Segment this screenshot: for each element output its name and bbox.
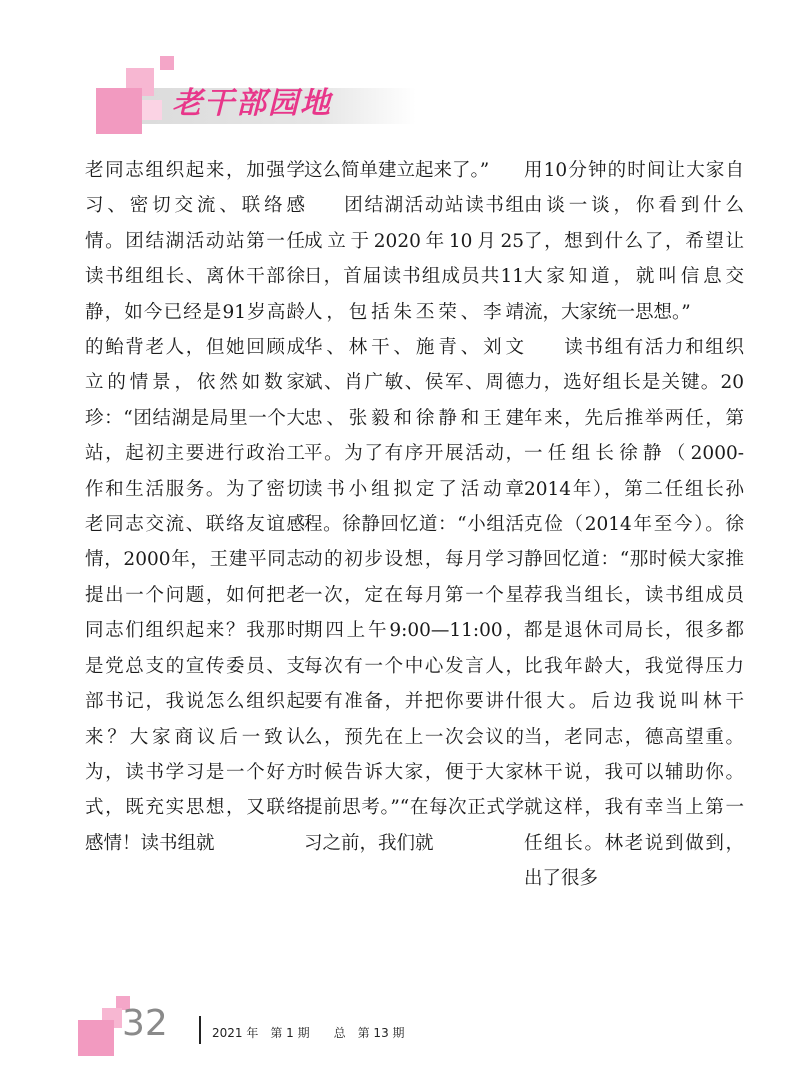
decor-square — [96, 88, 142, 134]
footer-divider — [199, 1016, 201, 1044]
decor-square — [160, 56, 174, 70]
article-column-3: 用10分钟的时间让大家自由谈一谈，你看到什么了，想到什么了，希望让大家知道，就叫信息交流，大家统一思想。” 读书组有活力和组织力，选好组长是关键。20年来，先后推举两任，第一任组长徐静（2000-2014年），第二任组长孙克俭（2014年至今）。徐静回忆道：“那时候大家推荐我当组长，读书组成员都是退休司局长，很多都比我年龄大，我觉得压力很大。后边我说叫林干当，老同志，德高望重。林干说，我可以辅助你。就这样，我有幸当上第一任组长。林老说到做到，出了很多 — [524, 160, 744, 890]
section-title: 老干部园地 — [172, 86, 332, 121]
issue-info: 2021 年 第 1 期 总 第 13 期 — [212, 1026, 405, 1040]
decor-square — [142, 100, 162, 120]
article-column-2: 这么简单建立起来了。” 团结湖活动站读书组成立于2020年10月25日，首届读书组成员共11人，包括朱丕荣、李靖华、林干、施青、刘文斌、肖广敏、侯军、周德忠、张毅和徐静和王建平。为了有序开展活动，读书小组拟定了活动章程。徐静回忆道：“小组活动的初步设想，每月学习一次，定在每月第一个星期四上午9:00—11:00，每次有一个中心发言人，要有准备，并把你要讲什么，预先在上一次会议的时候告诉大家，便于大家提前思考。”“在每次正式学习之前，我们就 — [304, 160, 524, 854]
page-number: 32 — [122, 1003, 168, 1044]
article-column-1: 老同志组织起来，加强学习、密切交流、联络感情。团结湖活动站第一任读书组组长、离休干部徐静，如今已经是91岁高龄的鲐背老人，但她回顾成立的情景，依然如数家珍：“团结湖是局里一个大站，起初主要进行政治工作和生活服务。为了密切老同志交流、联络友谊感情，2000年，王建平同志提出一个问题，如何把老同志们组织起来？我那时是党总支的宣传委员、支部书记，我说怎么组织起来？大家商议后一致认为，读书学习是一个好方式，既充实思想，又联络感情！读书组就 — [85, 160, 305, 854]
footer-decor-square — [78, 1020, 114, 1056]
